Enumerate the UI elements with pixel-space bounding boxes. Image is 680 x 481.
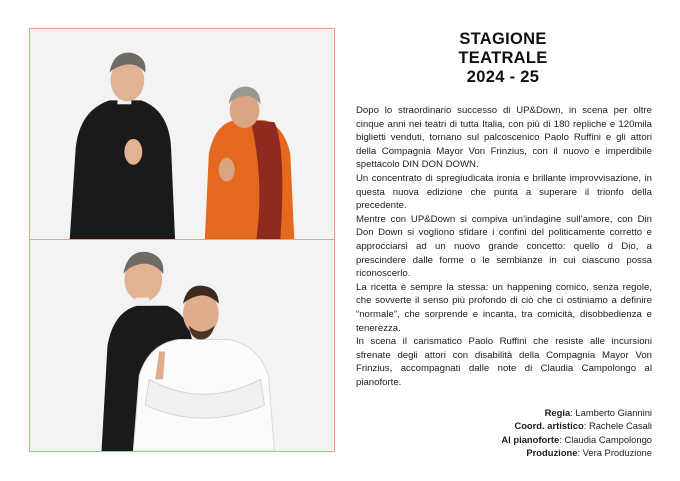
- credit-line-coord: Coord. artistico: Rachele Casali: [514, 420, 652, 432]
- credit-role: Al pianoforte: [501, 433, 560, 445]
- description-paragraph: Dopo lo straordinario successo di UP&Down, in scena per oltre cinque anni nei teatri di tutta Italia, con più di 180 repliche e 120mila biglietti venduti, tornano sul palcoscenico Paolo Ruffini e gli attori della Compagnia Mayor Von Frinzius, con il nuovo e imperdibile spettacolo DIN DON DOWN.: [356, 105, 652, 171]
- description-paragraph: La ricetta è sempre la stessa: un happening comico, senza regole, che sovverte il senso più profondo di ciò che ci ostiniamo a definire “normale”, che sorprende e incanta, tra comicità, disobbedienza e tenerezza.: [356, 281, 652, 334]
- photo-priest-and-pope: [29, 240, 335, 452]
- credit-line-pianoforte: Al pianoforte: Claudia Campolongo: [501, 433, 652, 445]
- credits-block: [352, 406, 652, 460]
- title-line-3: 2024 - 25: [466, 68, 540, 86]
- credit-name: Rachele Casali: [588, 420, 652, 432]
- description-text: [356, 104, 652, 389]
- credit-name: Vera Produzione: [582, 447, 652, 459]
- title-line-2: TEATRALE: [458, 49, 548, 67]
- photo-priest-and-monk: [29, 28, 335, 240]
- credit-role: Regia: [544, 407, 571, 418]
- photo-priest-and-monk-image: [30, 29, 334, 239]
- description-paragraph: In scena il carismatico Paolo Ruffini che resiste alle incursioni sfrenate degli attori con disabilità della Compagnia Mayor Von Frinzius, accompagnati dalle note di Claudia Campolongo al pianoforte.: [356, 336, 652, 388]
- season-title: [420, 30, 586, 87]
- credit-role: Coord. artistico: [514, 420, 584, 432]
- description-paragraph: Un concentrato di spregiudicata ironia e brillante improvvisazione, in questa nuova edizione che punta a superare il trionfo della precedente.: [356, 172, 652, 212]
- credit-line-produzione: Produzione: Vera Produzione: [526, 447, 652, 459]
- credit-line-regia: Regia: Lamberto Giannini: [544, 407, 652, 418]
- photo-priest-and-pope-image: [30, 240, 334, 451]
- credit-name: Claudia Campolongo: [564, 433, 652, 445]
- title-line-1: STAGIONE: [459, 30, 547, 48]
- credit-role: Produzione: [526, 447, 578, 459]
- description-paragraph: Mentre con UP&Down si compiva un’indagine sull’amore, con Din Don Down si vogliono sfidare i confini del politicamente corretto e approcciarsi ad un nuovo grande concetto: quello d Dio, a prescindere dalle forme o le sembianze in cui ciascuno possa riconoscerlo.: [356, 213, 652, 280]
- credit-name: Lamberto Giannini: [575, 407, 652, 418]
